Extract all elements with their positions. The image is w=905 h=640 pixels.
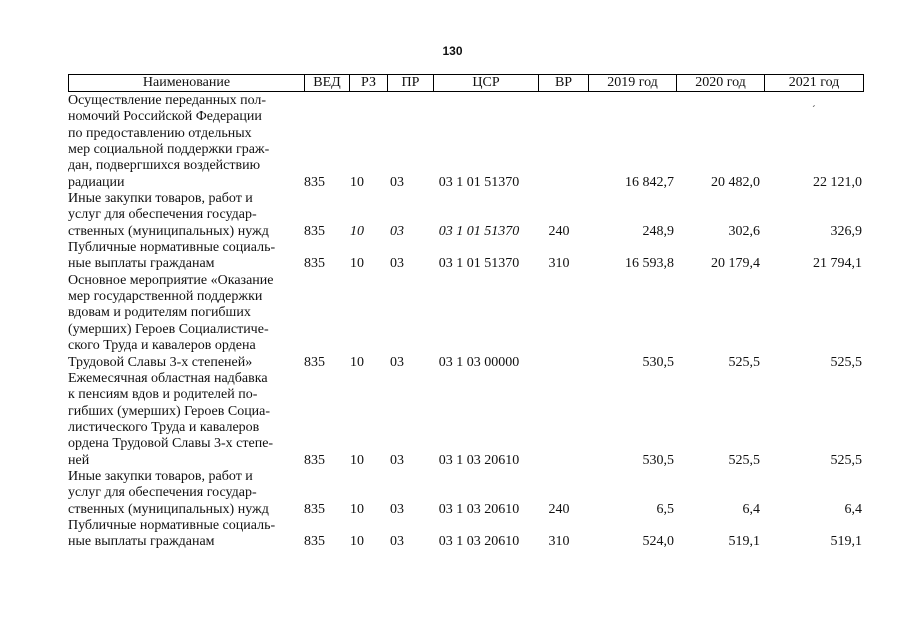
cell-csr: 03 1 01 51370 [438, 256, 520, 272]
cell-2019: 16 593,8 [625, 256, 674, 272]
cell-csr: 03 1 03 00000 [438, 354, 520, 370]
cell-pr: 03 [390, 174, 404, 190]
table-row [68, 469, 864, 518]
table-row [68, 518, 864, 551]
cell-ved: 835 [304, 452, 325, 468]
header-pr: ПР [388, 75, 434, 91]
cell-ved: 835 [304, 223, 325, 239]
cell-vr: 240 [548, 223, 570, 239]
header-2021: 2021 год [788, 75, 840, 90]
cell-ved: 835 [304, 354, 325, 370]
cell-2020: 20 179,4 [711, 256, 760, 272]
cell-rz: 10 [350, 354, 364, 370]
cell-csr: 03 1 03 20610 [438, 452, 520, 468]
row-name: Основное мероприятие «Оказание мер государственной поддержки вдовам и родителям погибших (умерших) Героев Социалистиче- ского Труда и кавалеров ордена Трудовой Славы 3-х степеней» [68, 272, 274, 370]
cell-pr: 03 [390, 452, 404, 468]
cell-2021: 525,5 [830, 452, 862, 468]
cell-2020: 525,5 [728, 354, 760, 370]
table-row [68, 273, 864, 371]
page-number: 130 [442, 44, 463, 58]
cell-2021: 525,5 [830, 354, 862, 370]
table-row [68, 191, 864, 240]
table-row [68, 371, 864, 469]
cell-2020: 525,5 [728, 452, 760, 468]
cell-vr: 310 [548, 256, 570, 272]
header-2019: 2019 год [589, 75, 677, 91]
cell-csr: 03 1 01 51370 [438, 174, 520, 190]
scan-mark: ˊ [812, 104, 816, 116]
cell-csr: 03 1 01 51370 [438, 223, 520, 239]
row-name: Публичные нормативные социаль- ные выплаты гражданам [68, 517, 276, 550]
cell-2019: 248,9 [642, 223, 674, 239]
table-row [68, 93, 864, 191]
cell-2019: 16 842,7 [625, 174, 674, 190]
cell-rz: 10 [350, 501, 364, 517]
cell-ved: 835 [304, 174, 325, 190]
header-vr: ВР [539, 75, 589, 91]
cell-pr: 03 [390, 223, 404, 239]
cell-csr: 03 1 03 20610 [438, 501, 520, 517]
cell-ved: 835 [304, 501, 325, 517]
cell-rz: 10 [350, 452, 364, 468]
header-csr: ЦСР [434, 75, 539, 91]
cell-2019: 530,5 [642, 354, 674, 370]
cell-2021: 6,4 [844, 501, 862, 517]
cell-rz: 10 [350, 256, 364, 272]
cell-rz: 10 [350, 223, 364, 239]
cell-2020: 519,1 [728, 534, 760, 550]
cell-2021: 22 121,0 [813, 174, 862, 190]
cell-2019: 530,5 [642, 452, 674, 468]
row-name: Ежемесячная областная надбавка к пенсиям вдов и родителей по- гибших (умерших) Героев Социа- листического Труда и кавалеров ордена Трудовой Славы 3-х степе- ней [68, 370, 274, 468]
header-name: Наименование [69, 75, 305, 91]
cell-vr: 240 [548, 501, 570, 517]
row-name: Иные закупки товаров, работ и услуг для обеспечения государ- ственных (муниципальных) нужд [68, 468, 269, 517]
cell-2020: 302,6 [728, 223, 760, 239]
cell-ved: 835 [304, 534, 325, 550]
cell-pr: 03 [390, 501, 404, 517]
cell-pr: 03 [390, 534, 404, 550]
table-header [68, 74, 864, 92]
cell-vr: 310 [548, 534, 570, 550]
cell-2021: 326,9 [830, 223, 862, 239]
cell-csr: 03 1 03 20610 [438, 534, 520, 550]
cell-ved: 835 [304, 256, 325, 272]
cell-2019: 6,5 [656, 501, 674, 517]
header-rz: РЗ [350, 75, 388, 91]
cell-2019: 524,0 [642, 534, 674, 550]
cell-rz: 10 [350, 534, 364, 550]
table-row [68, 240, 864, 273]
cell-2020: 20 482,0 [711, 174, 760, 190]
cell-2020: 6,4 [742, 501, 760, 517]
row-name: Публичные нормативные социаль- ные выплаты гражданам [68, 240, 276, 272]
cell-2021: 519,1 [830, 534, 862, 550]
header-ved: ВЕД [305, 75, 350, 91]
row-name: Иные закупки товаров, работ и услуг для обеспечения государ- ственных (муниципальных) нужд [68, 191, 269, 239]
table-body [68, 93, 864, 551]
row-name: Осуществление переданных пол- номочий Российской Федерации по предоставлению отдельных мер социальной поддержки граж- дан, подвергшихся воздействию радиации [68, 93, 270, 190]
cell-pr: 03 [390, 256, 404, 272]
cell-2021: 21 794,1 [813, 256, 862, 272]
header-2020: 2020 год [677, 75, 765, 91]
cell-pr: 03 [390, 354, 404, 370]
cell-rz: 10 [350, 174, 364, 190]
